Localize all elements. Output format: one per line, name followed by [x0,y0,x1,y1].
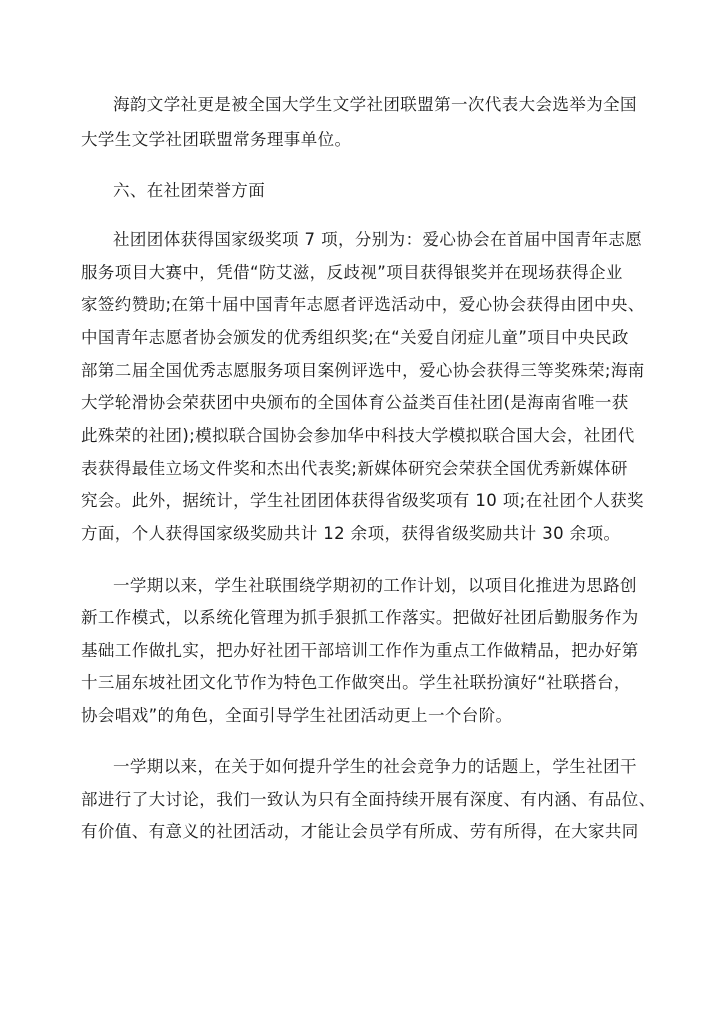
paragraph-4-line-2: 部进行了大讨论，我们一致认为只有全面持续开展有深度、有内涵、有品位、 [81,790,656,809]
paragraph-2-line-8: 表获得最佳立场文件奖和杰出代表奖;新媒体研究会荣获全国优秀新媒体研 [81,459,628,478]
paragraph-3-line-5: 协会唱戏”的角色，全面引导学生社团活动更上一个台阶。 [81,706,513,725]
paragraph-1-line-1: 海韵文学社更是被全国大学生文学社团联盟第一次代表大会选举为全国 [113,95,637,114]
paragraph-3-line-2: 新工作模式，以系统化管理为抓手狠抓工作落实。把做好社团后勤服务作为 [81,608,639,627]
paragraph-2-line-9: 究会。此外，据统计，学生社团团体获得省级奖项有 10 项;在社团个人获奖 [81,491,644,510]
paragraph-2-line-2: 服务项目大赛中，凭借“防艾滋，反歧视”项目获得银奖并在现场获得企业 [81,263,623,282]
paragraph-4-line-1: 一学期以来，在关于如何提升学生的社会竞争力的话题上，学生社团干 [113,757,637,776]
paragraph-3-line-4: 十三届东坡社团文化节作为特色工作做突出。学生社联扮演好“社联搭台， [81,673,631,692]
paragraph-4-line-3: 有价值、有意义的社团活动，才能让会员学有所成、劳有所得，在大家共同 [81,822,639,841]
paragraph-2-line-4: 中国青年志愿者协会颁发的优秀组织奖;在“关爱自闭症儿童”项目中央民政 [81,328,629,347]
paragraph-2-line-5: 部第二届全国优秀志愿服务项目案例评选中，爱心协会获得三等奖殊荣;海南 [81,361,645,380]
paragraph-2-line-6: 大学轮滑协会荣获团中央颁布的全国体育公益类百佳社团(是海南省唯一获 [81,393,629,412]
paragraph-3-line-1: 一学期以来，学生社联围绕学期初的工作计划，以项目化推进为思路创 [113,576,637,595]
paragraph-3-line-3: 基础工作做扎实，把办好社团干部培训工作作为重点工作做精品，把办好第 [81,641,639,660]
paragraph-2-line-3: 家签约赞助;在第十届中国青年志愿者评选活动中，爱心协会获得由团中央、 [81,295,645,314]
paragraph-2-line-7: 此殊荣的社团);模拟联合国协会参加华中科技大学模拟联合国大会，社团代 [81,426,635,445]
paragraph-2-line-1: 社团团体获得国家级奖项 7 项，分别为：爱心协会在首届中国青年志愿 [113,230,643,249]
paragraph-1-line-2: 大学生文学社团联盟常务理事单位。 [81,130,352,149]
section-heading: 六、在社团荣誉方面 [113,181,266,200]
paragraph-2-line-10: 方面，个人获得国家级奖励共计 12 余项，获得省级奖励共计 30 余项。 [81,524,621,543]
